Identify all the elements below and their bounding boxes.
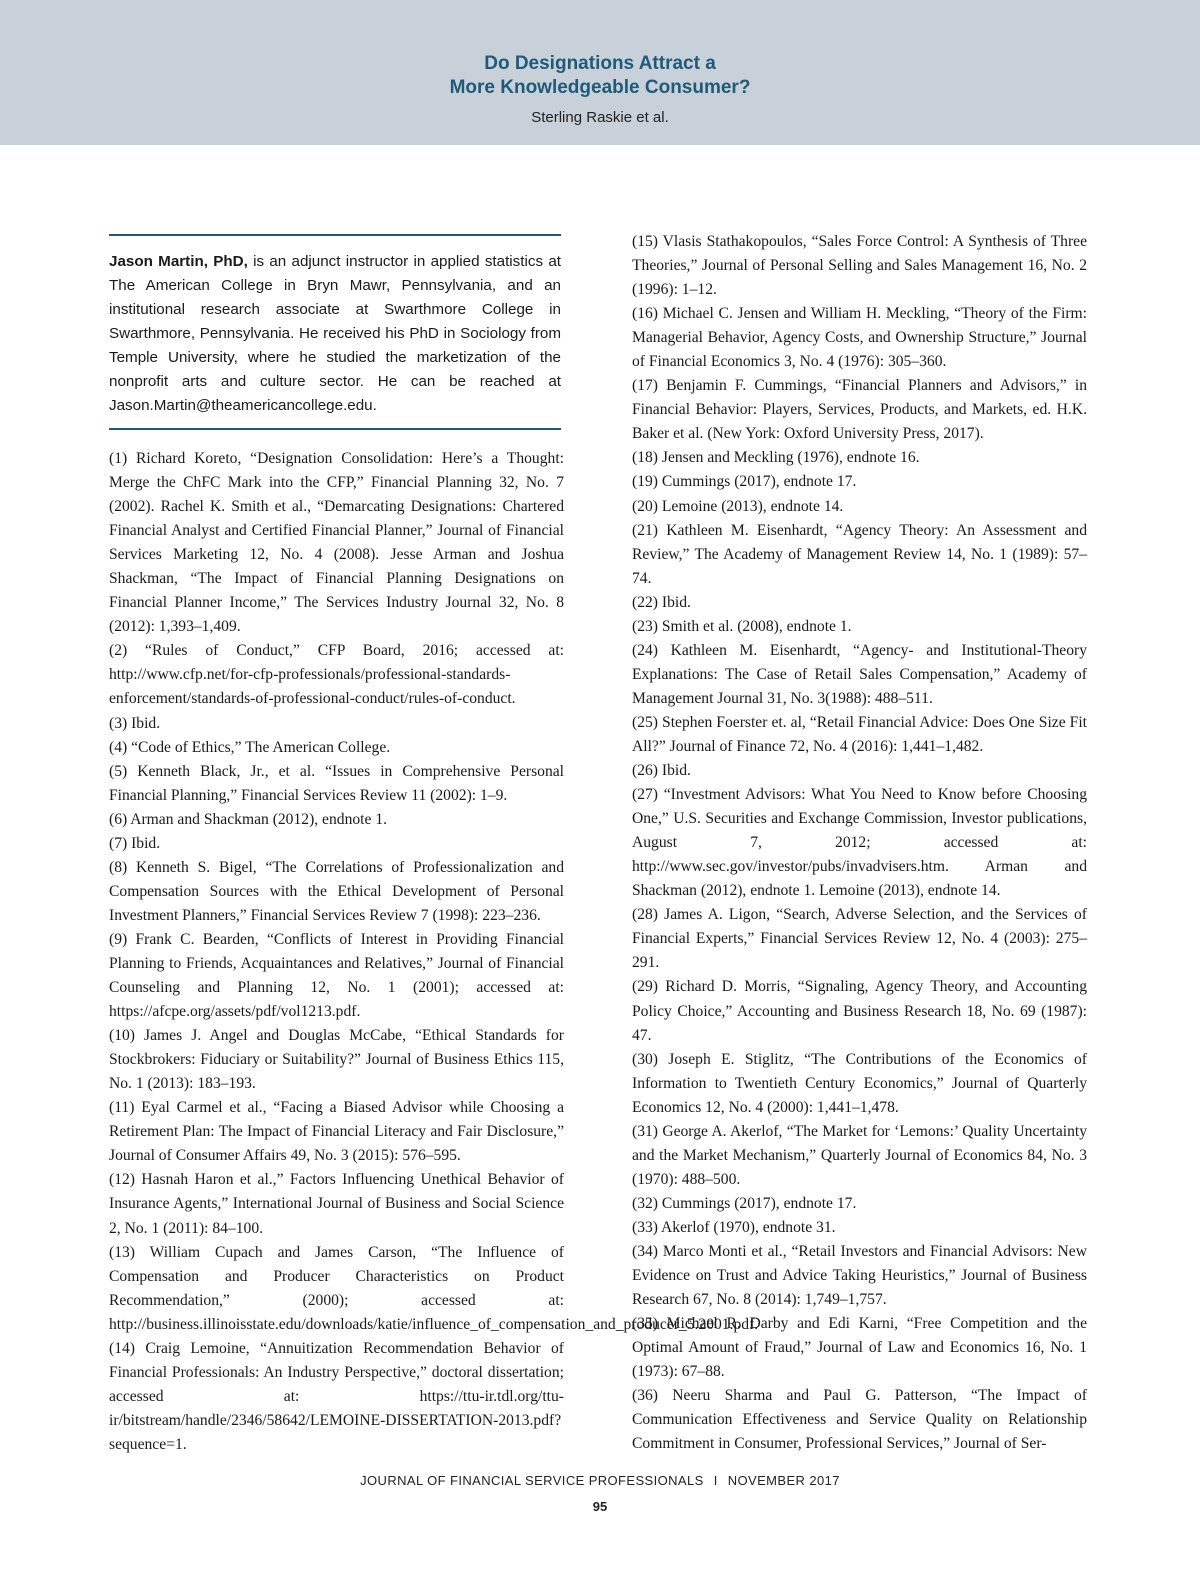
endnote: (4) “Code of Ethics,” The American College. bbox=[109, 738, 391, 756]
endnote: (9) Frank C. Bearden, “Conflicts of Interest in Providing Financial Planning to Friends, Acquaintances and Relatives,” Journal of Financial Counseling and Planning 12, No. 1 (2001); accessed at: https://afcpe.org/assets/pdf/vol1213.pdf. bbox=[109, 930, 564, 1021]
endnote: (29) Richard D. Morris, “Signaling, Agency Theory, and Accounting Policy Choice,” Accounting and Business Research 18, No. 69 (1987): 47. bbox=[632, 978, 1087, 1044]
endnote: (19) Cummings (2017), endnote 17. bbox=[632, 473, 857, 491]
endnote: (15) Vlasis Stathakopoulos, “Sales Force Control: A Synthesis of Three Theories,” Journal of Personal Selling and Sales Management 16, No. 2 (1996): 1–12. bbox=[632, 233, 1087, 299]
endnote: (30) Joseph E. Stiglitz, “The Contributions of the Economics of Information to Twentieth Century Economics,” Journal of Quarterly Economics 12, No. 4 (2000): 1,441–1,478. bbox=[632, 1050, 1087, 1116]
article-title bbox=[0, 52, 1200, 100]
endnote: (14) Craig Lemoine, “Annuitization Recommendation Behavior of Financial Professionals: An Industry Perspective,” doctoral dissertation; accessed at: https://ttu-ir.tdl.org/ttu-ir/bitstream/handle/2346/58642/LEMOINE-DISSERTATION-2013.pdf?sequence=1. bbox=[109, 1339, 564, 1453]
endnote: (17) Benjamin F. Cummings, “Financial Planners and Advisors,” in Financial Behavior: Players, Services, Products, and Markets, ed. H.K. Baker et al. (New York: Oxford University Press, 2017). bbox=[632, 377, 1087, 443]
author-bio bbox=[109, 250, 561, 418]
bio-author-name: Jason Martin, PhD, bbox=[109, 253, 248, 270]
endnote: (18) Jensen and Meckling (1976), endnote 16. bbox=[632, 449, 920, 467]
endnote: (8) Kenneth S. Bigel, “The Correlations of Professionalization and Compensation Sources with the Ethical Development of Personal Investment Planners,” Financial Services Review 7 (1998): 223–236. bbox=[109, 858, 564, 924]
article-title-line-2: More Knowledgeable Consumer? bbox=[449, 77, 751, 98]
endnote: (5) Kenneth Black, Jr., et al. “Issues in Comprehensive Personal Financial Planning,” Financial Services Review 11 (2002): 1–9. bbox=[109, 762, 564, 804]
footer-journal-name: JOURNAL OF FINANCIAL SERVICE PROFESSIONALS bbox=[360, 1473, 704, 1488]
endnote: (26) Ibid. bbox=[632, 762, 691, 780]
article-authors: Sterling Raskie et al. bbox=[531, 109, 669, 126]
endnote: (11) Eyal Carmel et al., “Facing a Biased Advisor while Choosing a Retirement Plan: The Impact of Financial Literacy and Fair Disclosure,” Journal of Consumer Affairs 49, No. 3 (2015): 576–595. bbox=[109, 1099, 564, 1165]
endnote: (10) James J. Angel and Douglas McCabe, “Ethical Standards for Stockbrokers: Fiduciary or Suitability?” Journal of Business Ethics 115, No. 1 (2013): 183–193. bbox=[109, 1027, 564, 1093]
page-number: 95 bbox=[592, 1499, 608, 1514]
endnote: (28) James A. Ligon, “Search, Adverse Selection, and the Services of Financial Experts,” Financial Services Review 12, No. 4 (2003): 275–291. bbox=[632, 906, 1087, 972]
endnote: (34) Marco Monti et al., “Retail Investors and Financial Advisors: New Evidence on Trust and Advice Taking Heuristics,” Journal of Business Research 67, No. 8 (2014): 1,749–1,757. bbox=[632, 1242, 1087, 1309]
endnote: (21) Kathleen M. Eisenhardt, “Agency Theory: An Assessment and Review,” The Academy of Management Review 14, No. 1 (1989): 57–74. bbox=[632, 521, 1087, 587]
endnote: (16) Michael C. Jensen and William H. Meckling, “Theory of the Firm: Managerial Behavior, Agency Costs, and Ownership Structure,” Journal of Financial Economics 3, No. 4 (1976): 305–360. bbox=[632, 305, 1087, 371]
endnote: (35) Michael R. Darby and Edi Karni, “Free Competition and the Optimal Amount of Fraud,” Journal of Law and Economics 16, No. 1 (1973): 67–88. bbox=[632, 1315, 1087, 1381]
endnote: (33) Akerlof (1970), endnote 31. bbox=[632, 1218, 836, 1236]
article-title-line-1: Do Designations Attract a bbox=[484, 53, 716, 74]
endnote: (22) Ibid. bbox=[632, 593, 691, 611]
endnote: (24) Kathleen M. Eisenhardt, “Agency- and Institutional-Theory Explanations: The Case of Retail Sales Compensation,” Academy of Management Journal 31, No. 3(1988): 488–511. bbox=[632, 641, 1087, 707]
endnote: (20) Lemoine (2013), endnote 14. bbox=[632, 497, 844, 515]
endnote: (12) Hasnah Haron et al.,” Factors Influencing Unethical Behavior of Insurance Agents,” International Journal of Business and Social Science 2, No. 1 (2011): 84–100. bbox=[109, 1171, 564, 1237]
endnote: (2) “Rules of Conduct,” CFP Board, 2016; accessed at: http://www.cfp.net/for-cfp-professionals/professional-standards-enforcement/standards-of-professional-conduct/rules-of-conduct. bbox=[109, 642, 564, 708]
endnote: (3) Ibid. bbox=[109, 714, 161, 732]
endnote: (25) Stephen Foerster et. al, “Retail Financial Advice: Does One Size Fit All?” Journal of Finance 72, No. 4 (2016): 1,441–1,482. bbox=[632, 713, 1087, 755]
endnote: (13) William Cupach and James Carson, “The Influence of Compensation and Producer Characteristics on Product Recommendation,” (2000); accessed at: http://business.illinoisstate.edu/downloads/katie/influence_of_compensation_and_producer_5.2001.pdf. bbox=[109, 1243, 759, 1333]
endnote: (6) Arman and Shackman (2012), endnote 1. bbox=[109, 810, 388, 828]
bio-text: is an adjunct instructor in applied statistics at The American College in Bryn Mawr, Pennsylvania, and an institutional research associate at Swarthmore College in Swarthmore, Pennsylvania. He received his PhD in Sociology from Temple University, where he studied the marketization of the nonprofit arts and culture sector. He can be reached at Jason.Martin@theamericancollege.edu. bbox=[109, 253, 561, 414]
footer-date: NOVEMBER 2017 bbox=[727, 1473, 840, 1488]
footer-separator: I bbox=[713, 1473, 718, 1488]
endnote: (32) Cummings (2017), endnote 17. bbox=[632, 1194, 857, 1212]
endnote: (31) George A. Akerlof, “The Market for ‘Lemons:’ Quality Uncertainty and the Market Mechanism,” Quarterly Journal of Economics 84, No. 3 (1970): 488–500. bbox=[632, 1122, 1087, 1188]
endnotes-right-column bbox=[632, 230, 1087, 1456]
endnote: (27) “Investment Advisors: What You Need to Know before Choosing One,” U.S. Securities and Exchange Commission, Investor publications, August 7, 2012; accessed at: http://www.sec.gov/investor/pubs/invadvisers.htm. Arman and Shackman (2012), endnote 1. Lemoine (2013), endnote 14. bbox=[632, 786, 1087, 900]
page-footer bbox=[0, 1473, 1200, 1488]
bio-top-rule bbox=[109, 234, 561, 236]
endnote: (23) Smith et al. (2008), endnote 1. bbox=[632, 617, 852, 635]
page-header bbox=[0, 0, 1200, 145]
endnote: (36) Neeru Sharma and Paul G. Patterson, “The Impact of Communication Effectiveness and Service Quality on Relationship Commitment in Consumer, Professional Services,” Journal of Ser- bbox=[632, 1387, 1087, 1453]
endnote: (7) Ibid. bbox=[109, 834, 161, 852]
endnote: (1) Richard Koreto, “Designation Consolidation: Here’s a Thought: Merge the ChFC Mark into the CFP,” Financial Planning 32, No. 7 (2002). Rachel K. Smith et al., “Demarcating Designations: Chartered Financial Analyst and Certified Financial Planner,” Journal of Financial Services Marketing 12, No. 4 (2008). Jesse Arman and Joshua Shackman, “The Impact of Financial Planning Designations on Financial Planner Income,” The Services Industry Journal 32, No. 8 (2012): 1,393–1,409. bbox=[109, 450, 564, 636]
bio-bottom-rule bbox=[109, 428, 561, 430]
